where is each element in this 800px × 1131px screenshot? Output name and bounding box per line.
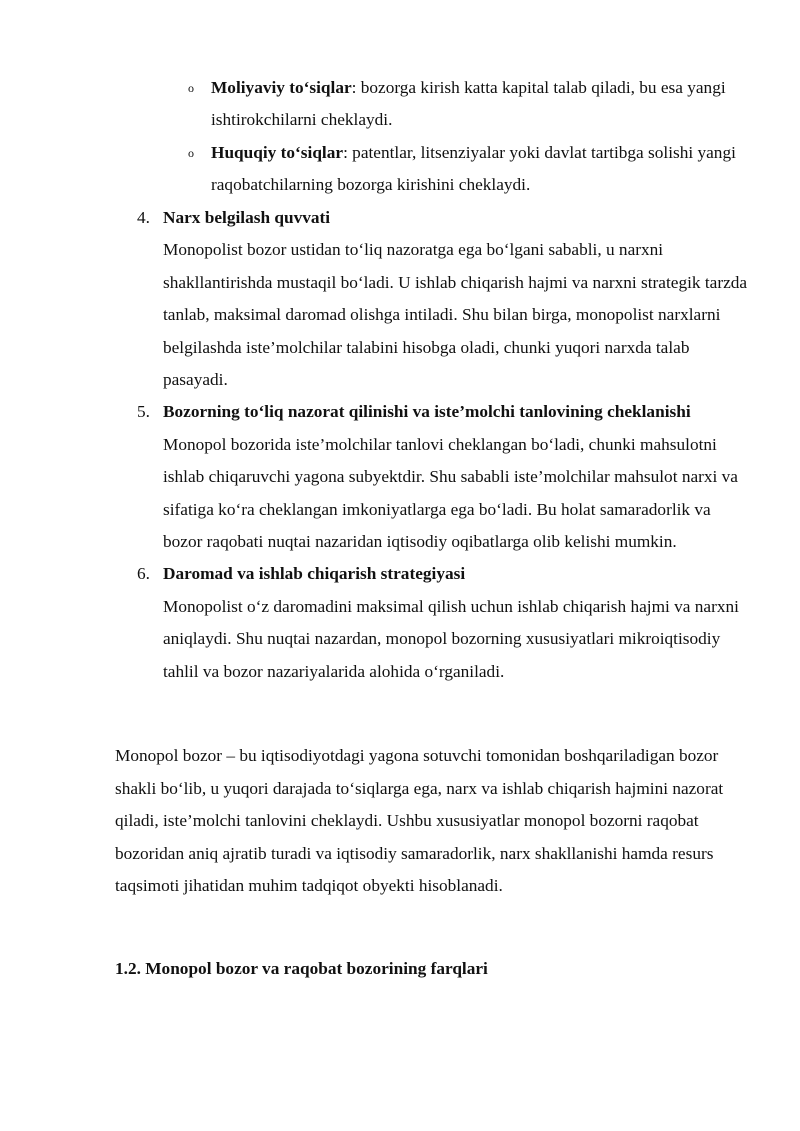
list-item-body: Monopol bozorida iste’molchilar tanlovi cheklangan bo‘ladi, chunki mahsulotni ishlab chiqaruvchi yagona subyektdir. Shu sababli iste’molchilar mahsulot narxi va sifatiga ko‘ra cheklangan imkoniyatlarga ega bo‘ladi. Bu holat samaradorlik va bozor raqobati nuqtai nazaridan iqtisodiy oqibatlarga olib kelishi mumkin. (163, 434, 738, 552)
list-item (188, 137, 748, 202)
list-item-term: Moliyaviy to‘siqlar (211, 78, 352, 97)
list-item-text: : patentlar, litsenziyalar yoki davlat tartibga solishi yangi raqobatchilarning bozorga kirishini cheklaydi. (211, 142, 736, 195)
list-item (188, 72, 748, 137)
list-item (134, 396, 754, 558)
list-item-text: : bozorga kirish katta kapital talab qiladi, bu esa yangi ishtirokchilarni cheklaydi. (211, 78, 726, 130)
numbered-list (134, 202, 754, 688)
list-item-heading: Bozorning to‘liq nazorat qilinishi va iste’molchi tanlovining cheklanishi (163, 402, 691, 422)
section-heading: 1.2. Monopol bozor va raqobat bozorining farqlari (115, 959, 488, 978)
list-number: 5. (137, 402, 150, 422)
list-item-body: Monopolist o‘z daromadini maksimal qilish uchun ishlab chiqarish hajmi va narxni aniqlaydi. Shu nuqtai nazardan, monopol bozorning xususiyatlari mikroiqtisodiy tahlil va bozor nazariyalarida alohida o‘rganiladi. (163, 596, 739, 681)
list-number: 4. (137, 208, 150, 227)
bullet-marker: o (188, 81, 194, 95)
barrier-sublist (188, 72, 748, 202)
list-item-heading: Narx belgilash quvvati (163, 208, 331, 227)
summary-paragraph: Monopol bozor – bu iqtisodiyotdagi yagona sotuvchi tomonidan boshqariladigan bozor shakli bo‘lib, u yuqori darajada to‘siqlarga ega, narx va ishlab chiqarish hajmini nazorat qiladi, iste’molchi tanlovini cheklaydi. Ushbu xususiyatlar monopol bozorni raqobat bozoridan aniq ajratib turadi va iqtisodiy samaradorlik, narx shakllanishi hamda resurs taqsimoti jihatidan muhim tadqiqot obyekti hisoblanadi. (115, 746, 724, 896)
list-item-term: Huquqiy to‘siqlar (211, 142, 344, 162)
list-number: 6. (137, 564, 150, 584)
list-item (134, 558, 754, 688)
bullet-marker: o (188, 145, 194, 160)
list-item-heading: Daromad va ishlab chiqarish strategiyasi (163, 564, 466, 584)
list-item-body: Monopolist bozor ustidan to‘liq nazoratga ega bo‘lgani sababli, u narxni shakllantirishda mustaqil bo‘ladi. U ishlab chiqarish hajmi va narxni strategik tarzda tanlab, maksimal daromad olishga intiladi. Shu bilan birga, monopolist narxlarni belgilashda iste’molchilar talabini hisobga oladi, chunki yuqori narxda talab pasayadi. (163, 240, 748, 390)
list-item (134, 202, 754, 396)
